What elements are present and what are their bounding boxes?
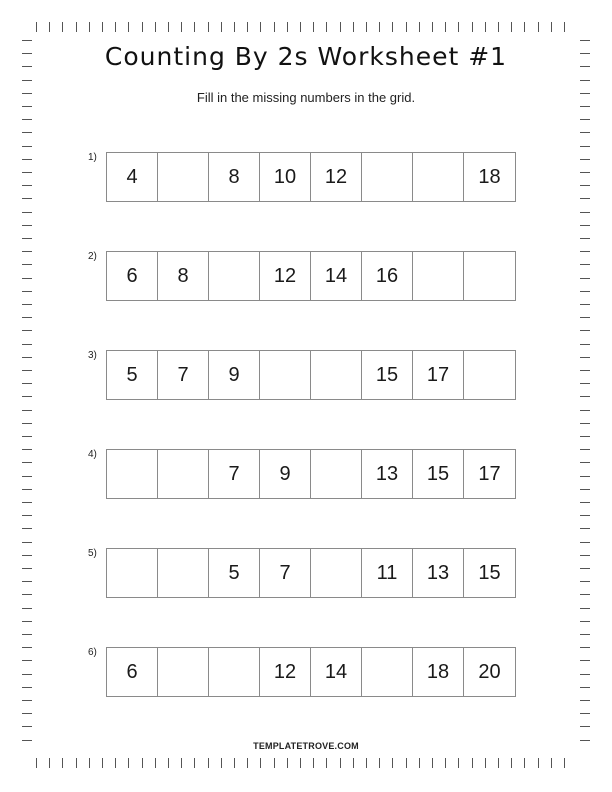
blank-cell[interactable] xyxy=(107,549,158,597)
blank-cell[interactable] xyxy=(158,153,209,201)
number-cell: 7 xyxy=(209,450,260,498)
number-grid xyxy=(106,647,516,697)
number-cell: 18 xyxy=(478,165,501,188)
problem-number: 4) xyxy=(88,449,97,460)
number-cell: 8 xyxy=(209,153,260,201)
number-grid xyxy=(106,350,516,400)
blank-cell[interactable] xyxy=(311,351,362,399)
number-cell: 17 xyxy=(413,351,464,399)
number-cell: 5 xyxy=(107,351,158,399)
number-cell: 15 xyxy=(413,450,464,498)
blank-cell[interactable] xyxy=(311,450,362,498)
number-cell: 6 xyxy=(107,252,158,300)
blank-cell[interactable] xyxy=(362,153,413,201)
problem-2 xyxy=(86,251,526,303)
number-cell: 12 xyxy=(260,252,311,300)
number-grid xyxy=(106,548,516,598)
number-cell: 11 xyxy=(362,549,413,597)
problem-number: 5) xyxy=(88,548,97,559)
number-cell: 12 xyxy=(260,648,311,696)
blank-cell[interactable] xyxy=(464,351,515,399)
number-cell: 7 xyxy=(260,549,311,597)
number-cell: 14 xyxy=(311,252,362,300)
number-cell: 15 xyxy=(478,561,501,584)
number-cell: 12 xyxy=(311,153,362,201)
worksheet-title: Counting By 2s Worksheet #1 xyxy=(104,42,508,71)
number-cell: 10 xyxy=(260,153,311,201)
number-cell: 15 xyxy=(362,351,413,399)
problem-number: 3) xyxy=(88,350,97,361)
blank-cell[interactable] xyxy=(413,252,464,300)
number-cell: 6 xyxy=(107,648,158,696)
worksheet-instructions: Fill in the missing numbers in the grid. xyxy=(196,90,416,105)
problem-3 xyxy=(86,350,526,402)
number-grid xyxy=(106,152,516,202)
problem-4 xyxy=(86,449,526,501)
number-cell: 7 xyxy=(158,351,209,399)
number-cell: 18 xyxy=(413,648,464,696)
blank-cell[interactable] xyxy=(464,252,515,300)
number-grid xyxy=(106,251,516,301)
border-ticks-right xyxy=(580,0,590,792)
number-cell: 16 xyxy=(362,252,413,300)
number-cell: 17 xyxy=(478,462,501,485)
problem-6 xyxy=(86,647,526,699)
number-cell: 9 xyxy=(260,450,311,498)
number-cell: 20 xyxy=(478,660,501,683)
footer-site: TEMPLATETROVE.COM xyxy=(253,741,359,751)
blank-cell[interactable] xyxy=(209,648,260,696)
border-ticks-left xyxy=(22,0,32,792)
blank-cell[interactable] xyxy=(260,351,311,399)
problem-number: 2) xyxy=(88,251,97,262)
border-ticks-bottom xyxy=(0,758,612,768)
blank-cell[interactable] xyxy=(158,450,209,498)
blank-cell[interactable] xyxy=(209,252,260,300)
number-cell: 8 xyxy=(158,252,209,300)
problem-number: 1) xyxy=(88,152,97,163)
blank-cell[interactable] xyxy=(158,648,209,696)
number-cell: 13 xyxy=(413,549,464,597)
blank-cell[interactable] xyxy=(107,450,158,498)
blank-cell[interactable] xyxy=(362,648,413,696)
number-cell: 4 xyxy=(107,153,158,201)
number-cell: 14 xyxy=(311,648,362,696)
problem-number: 6) xyxy=(88,647,97,658)
number-grid xyxy=(106,449,516,499)
blank-cell[interactable] xyxy=(311,549,362,597)
number-cell: 9 xyxy=(209,351,260,399)
problem-1 xyxy=(86,152,526,204)
number-cell: 13 xyxy=(362,450,413,498)
blank-cell[interactable] xyxy=(413,153,464,201)
problem-5 xyxy=(86,548,526,600)
number-cell: 5 xyxy=(209,549,260,597)
border-ticks-top xyxy=(0,22,612,32)
blank-cell[interactable] xyxy=(158,549,209,597)
